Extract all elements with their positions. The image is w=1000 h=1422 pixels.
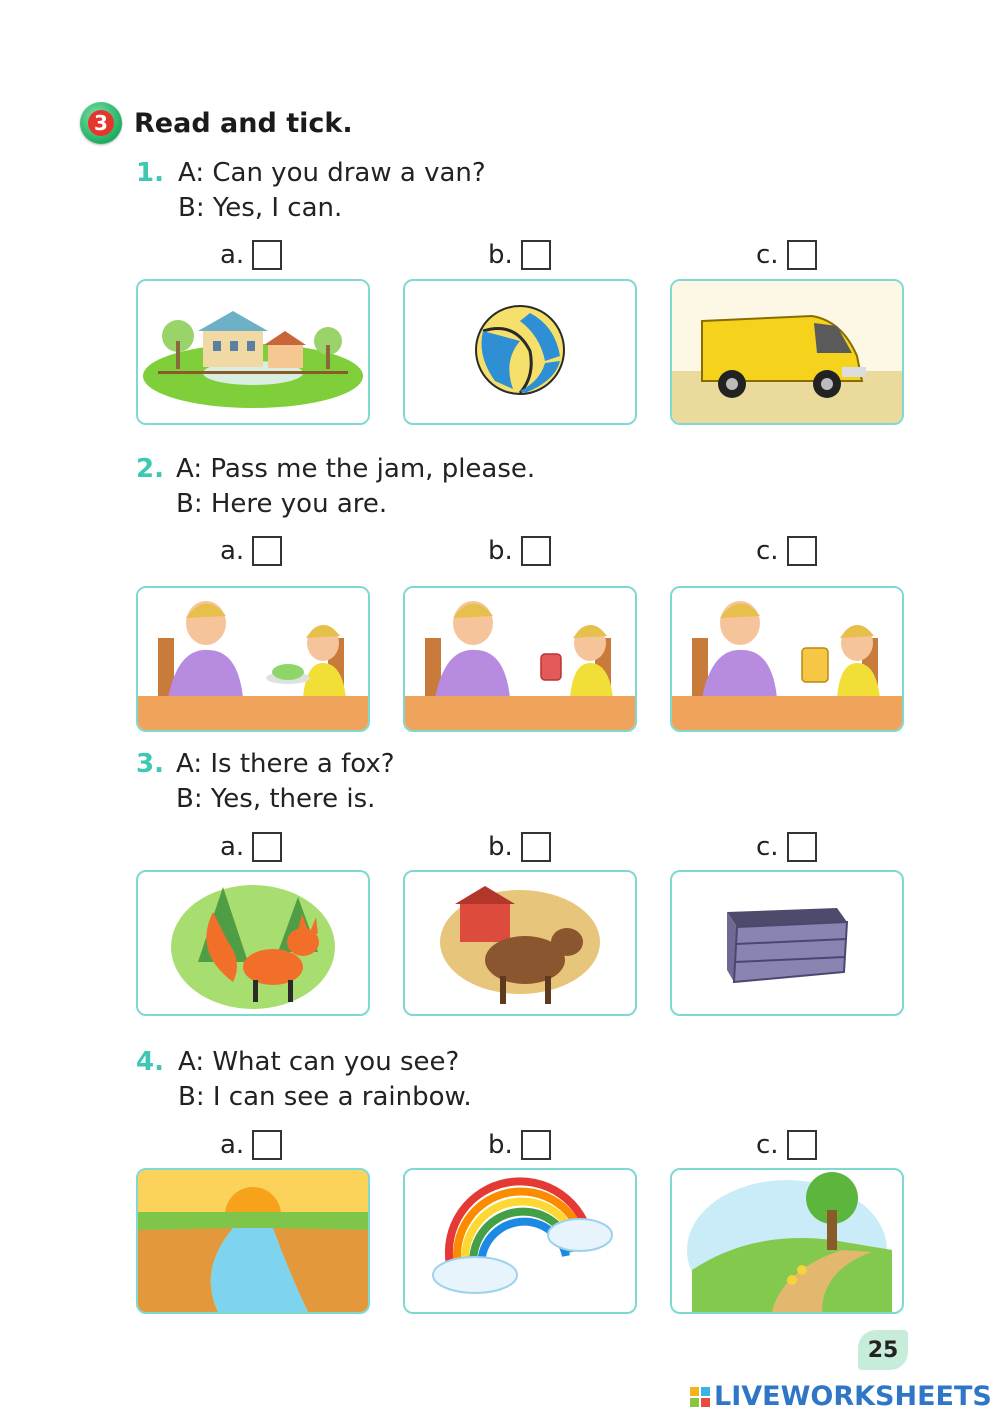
option-3c	[756, 832, 817, 862]
option-4a	[220, 1130, 282, 1160]
path-image	[672, 1170, 902, 1312]
question-3	[136, 747, 395, 817]
picture-fox[interactable]	[136, 870, 370, 1016]
question-number: 1.	[136, 158, 164, 188]
picture-box[interactable]	[670, 870, 904, 1016]
question-line-b: B: I can see a rainbow.	[178, 1082, 472, 1112]
section-header	[80, 102, 353, 144]
option-label: c.	[756, 832, 779, 862]
question-line-b: B: Yes, I can.	[178, 193, 343, 223]
picture-dinner-salad[interactable]	[136, 586, 370, 732]
section-number-badge	[80, 102, 122, 144]
option-1b	[488, 240, 551, 270]
question-number: 2.	[136, 454, 164, 484]
tick-box[interactable]	[787, 240, 817, 270]
option-4b	[488, 1130, 551, 1160]
question-number: 4.	[136, 1047, 164, 1077]
question-line-b: B: Here you are.	[176, 489, 388, 519]
option-label: c.	[756, 1130, 779, 1160]
option-2b	[488, 536, 551, 566]
picture-river[interactable]	[136, 1168, 370, 1314]
option-label: c.	[756, 536, 779, 566]
ball-image	[405, 281, 635, 423]
picture-rainbow[interactable]	[403, 1168, 637, 1314]
option-label: b.	[488, 1130, 513, 1160]
option-label: a.	[220, 536, 245, 566]
brand-mark-icon	[690, 1387, 710, 1407]
picture-village[interactable]	[136, 279, 370, 425]
box-image	[672, 872, 902, 1014]
village-image	[138, 281, 368, 423]
picture-ball[interactable]	[403, 279, 637, 425]
question-line-b: B: Yes, there is.	[176, 784, 376, 814]
option-3a	[220, 832, 282, 862]
picture-van[interactable]	[670, 279, 904, 425]
tick-box[interactable]	[252, 240, 282, 270]
section-number: 3	[88, 110, 114, 136]
picture-dinner-jam[interactable]	[403, 586, 637, 732]
question-number: 3.	[136, 749, 164, 779]
tick-box[interactable]	[787, 832, 817, 862]
option-3b	[488, 832, 551, 862]
tick-box[interactable]	[787, 1130, 817, 1160]
section-title: Read and tick.	[134, 107, 353, 139]
tick-box[interactable]	[252, 1130, 282, 1160]
picture-dinner-juice[interactable]	[670, 586, 904, 732]
dinner-jam-image	[405, 588, 635, 730]
rainbow-image	[405, 1170, 635, 1312]
option-2a	[220, 536, 282, 566]
tick-box[interactable]	[252, 832, 282, 862]
question-line-a: A: Is there a fox?	[176, 749, 395, 779]
liveworksheets-logo[interactable]	[690, 1381, 992, 1412]
question-line-a: A: Can you draw a van?	[178, 158, 486, 188]
dinner-salad-image	[138, 588, 368, 730]
option-label: b.	[488, 536, 513, 566]
tick-box[interactable]	[787, 536, 817, 566]
tick-box[interactable]	[521, 536, 551, 566]
option-label: b.	[488, 832, 513, 862]
tick-box[interactable]	[521, 240, 551, 270]
option-label: a.	[220, 240, 245, 270]
tick-box[interactable]	[521, 1130, 551, 1160]
picture-ox[interactable]	[403, 870, 637, 1016]
ox-image	[405, 872, 635, 1014]
option-2c	[756, 536, 817, 566]
tick-box[interactable]	[521, 832, 551, 862]
question-line-a: A: What can you see?	[178, 1047, 460, 1077]
question-line-a: A: Pass me the jam, please.	[176, 454, 536, 484]
tick-box[interactable]	[252, 536, 282, 566]
brand-name: LIVEWORKSHEETS	[714, 1381, 992, 1412]
fox-image	[138, 872, 368, 1014]
question-1	[136, 156, 486, 226]
dinner-juice-image	[672, 588, 902, 730]
option-label: b.	[488, 240, 513, 270]
question-2	[136, 452, 535, 522]
picture-path[interactable]	[670, 1168, 904, 1314]
page-number: 25	[858, 1330, 908, 1370]
option-label: c.	[756, 240, 779, 270]
van-image	[672, 281, 902, 423]
river-image	[138, 1170, 368, 1312]
question-4	[136, 1045, 472, 1115]
option-4c	[756, 1130, 817, 1160]
option-1c	[756, 240, 817, 270]
option-label: a.	[220, 832, 245, 862]
option-label: a.	[220, 1130, 245, 1160]
option-1a	[220, 240, 282, 270]
